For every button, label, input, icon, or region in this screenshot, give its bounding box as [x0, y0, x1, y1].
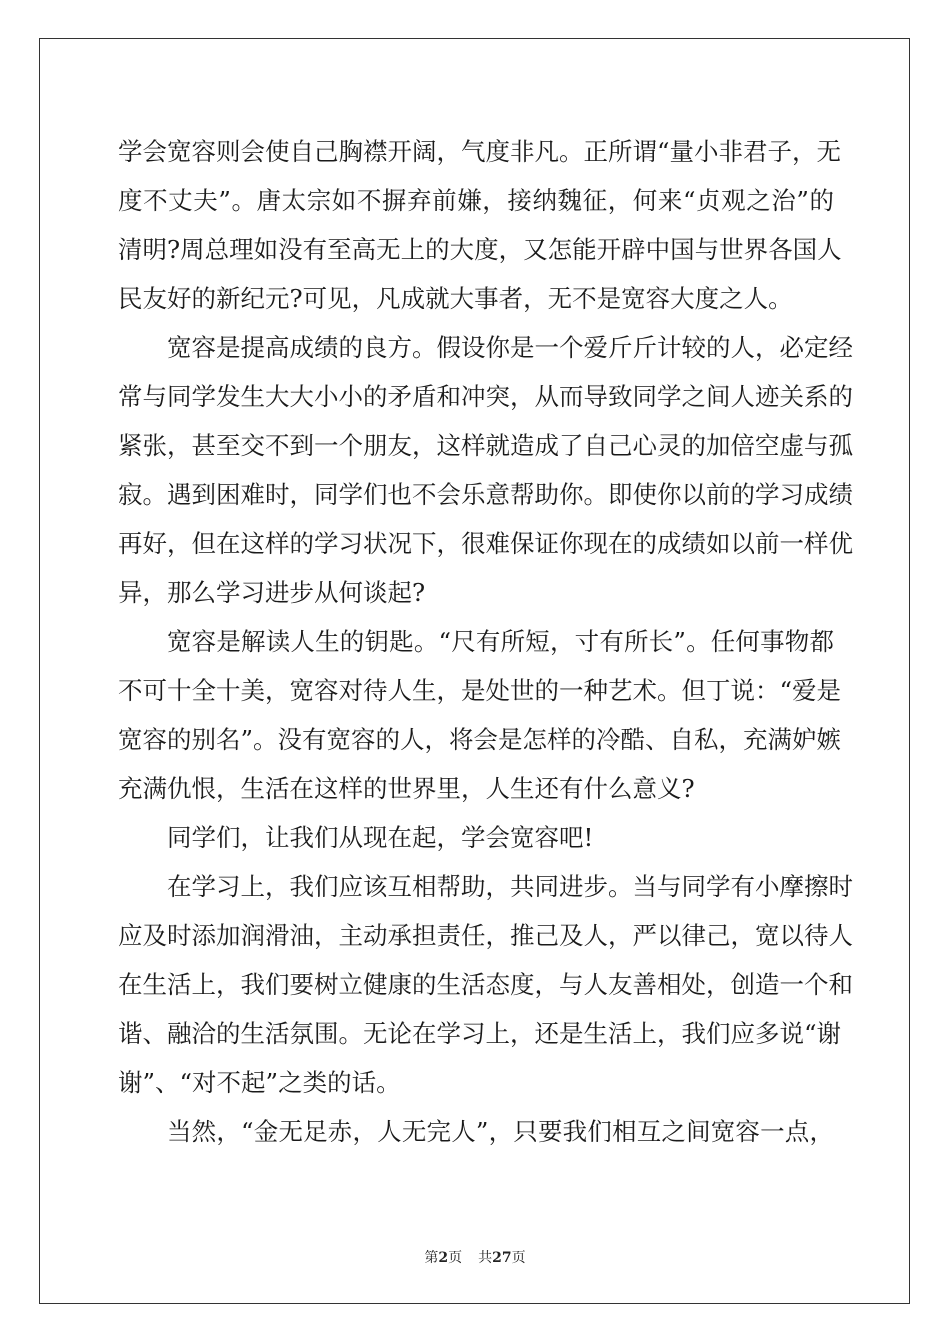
text-line: 学会宽容则会使自己胸襟开阔，气度非凡。正所谓“量小非君子，无: [118, 137, 842, 166]
paragraph-first-line: 宽容是提高成绩的良方。假设你是一个爱斤斤计较的人，必定经: [167, 333, 853, 362]
text-line: 在生活上，我们要树立健康的生活态度，与人友善相处，创造一个和: [118, 970, 853, 999]
text-line: 常与同学发生大大小小的矛盾和冲突，从而导致同学之间人迹关系的: [118, 382, 853, 411]
page-suffix: 页: [448, 1250, 463, 1266]
text-line: 紧张，甚至交不到一个朋友，这样就造成了自己心灵的加倍空虚与孤: [118, 431, 853, 460]
text-line: 宽容的别名”。没有宽容的人，将会是怎样的冷酷、自私，充满妒嫉: [118, 725, 842, 754]
text-line: 不可十全十美，宽容对待人生，是处世的一种艺术。但丁说：“爱是: [118, 676, 842, 705]
text-line: 度不丈夫”。唐太宗如不摒弃前嫌，接纳魏征，何来“贞观之治”的: [118, 186, 834, 215]
paragraph-first-line: 在学习上，我们应该互相帮助，共同进步。当与同学有小摩擦时: [167, 872, 853, 901]
page-number: 2: [438, 1250, 449, 1266]
paragraph-first-line: 同学们，让我们从现在起，学会宽容吧!: [167, 823, 594, 852]
page-prefix: 第: [424, 1250, 439, 1266]
text-line: 民友好的新纪元?可见，凡成就大事者，无不是宽容大度之人。: [118, 284, 793, 313]
text-line: 谐、融洽的生活氛围。无论在学习上，还是生活上，我们应多说“谢: [118, 1019, 842, 1048]
paragraph-first-line: 宽容是解读人生的钥匙。“尺有所短，寸有所长”。任何事物都: [167, 627, 834, 656]
total-pages: 27: [492, 1250, 512, 1266]
total-prefix: 共: [478, 1250, 493, 1266]
text-line: 谢”、“对不起”之类的话。: [118, 1068, 401, 1097]
total-suffix: 页: [511, 1250, 526, 1266]
paragraph-first-line: 当然，“金无足赤，人无完人”，只要我们相互之间宽容一点，: [167, 1117, 834, 1146]
page-footer: [0, 1247, 950, 1267]
text-line: 清明?周总理如没有至高无上的大度，又怎能开辟中国与世界各国人: [118, 235, 842, 264]
text-line: 充满仇恨，生活在这样的世界里，人生还有什么意义?: [118, 774, 695, 803]
text-line: 再好，但在这样的学习状况下，很难保证你现在的成绩如以前一样优: [118, 529, 853, 558]
text-line: 寂。遇到困难时，同学们也不会乐意帮助你。即使你以前的学习成绩: [118, 480, 853, 509]
text-line: 异，那么学习进步从何谈起?: [118, 578, 426, 607]
text-line: 应及时添加润滑油，主动承担责任，推己及人，严以律己，宽以待人: [118, 921, 853, 950]
document-body: [118, 127, 853, 1156]
